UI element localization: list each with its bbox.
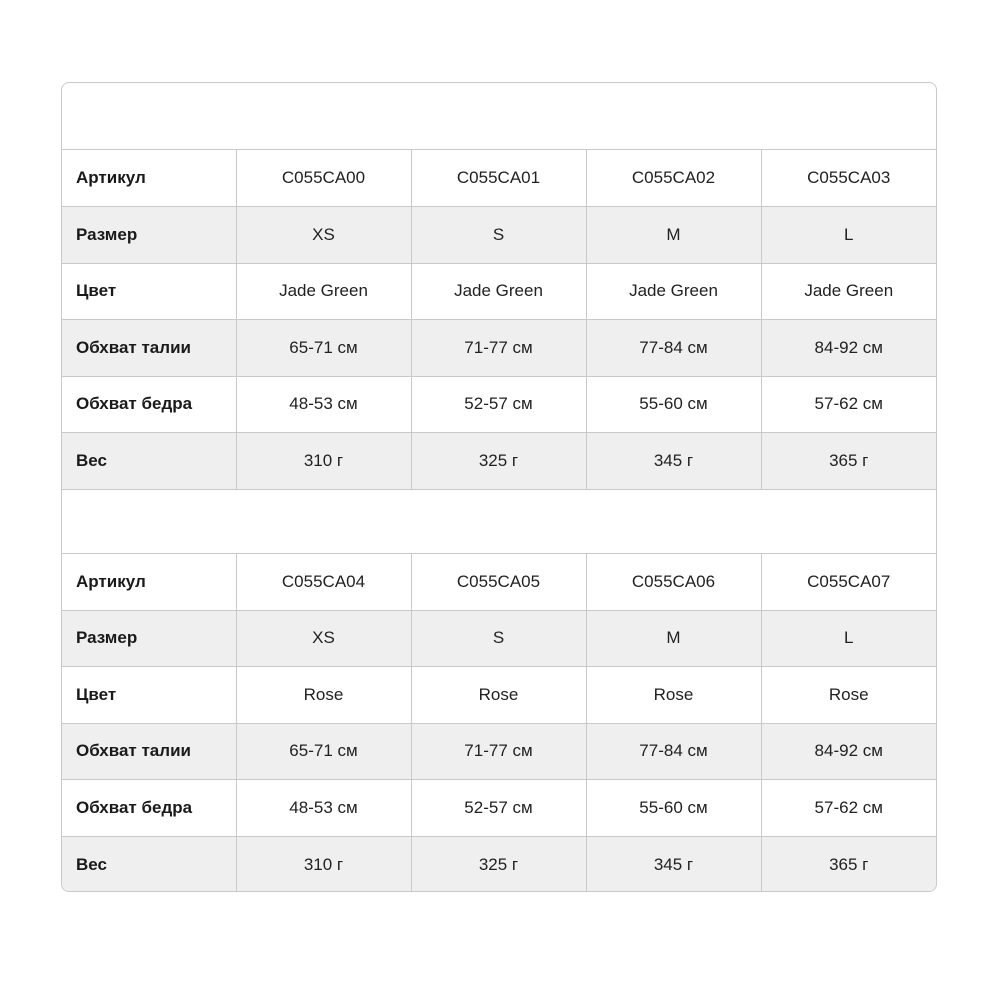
table-cell: C055CA01 <box>411 150 586 207</box>
table-cell: Rose <box>411 667 586 724</box>
table-row-weight <box>62 836 936 892</box>
table-cell: 71-77 см <box>411 320 586 377</box>
table-cell: 325 г <box>411 836 586 892</box>
table-cell: 77-84 см <box>586 723 761 780</box>
row-label: Обхват бедра <box>62 780 236 837</box>
table-cell: M <box>586 610 761 667</box>
table-row-waist <box>62 723 936 780</box>
table-cell: 55-60 см <box>586 376 761 433</box>
table-cell: 77-84 см <box>586 320 761 377</box>
table-cell: 365 г <box>761 836 936 892</box>
table-cell: C055CA07 <box>761 554 936 611</box>
row-label: Размер <box>62 207 236 264</box>
card-header-spacer <box>62 83 936 150</box>
row-label: Цвет <box>62 263 236 320</box>
table-cell: 52-57 см <box>411 780 586 837</box>
row-label: Вес <box>62 836 236 892</box>
table-cell: C055CA06 <box>586 554 761 611</box>
table-row-hip <box>62 376 936 433</box>
table-cell: 310 г <box>236 433 411 490</box>
table-cell: 310 г <box>236 836 411 892</box>
table-cell: 84-92 см <box>761 320 936 377</box>
table-cell: 48-53 см <box>236 780 411 837</box>
row-label: Обхват бедра <box>62 376 236 433</box>
table-row-color <box>62 263 936 320</box>
table-row-color <box>62 667 936 724</box>
table-cell: 55-60 см <box>586 780 761 837</box>
table-cell: S <box>411 610 586 667</box>
table-cell: XS <box>236 207 411 264</box>
table-row-size <box>62 207 936 264</box>
table-cell: 65-71 см <box>236 320 411 377</box>
table-row-weight <box>62 433 936 490</box>
table-cell: C055CA02 <box>586 150 761 207</box>
table-cell: Jade Green <box>586 263 761 320</box>
spec-card <box>61 82 937 892</box>
table-cell: L <box>761 207 936 264</box>
table-cell: 325 г <box>411 433 586 490</box>
table-cell: Jade Green <box>761 263 936 320</box>
table-row-article <box>62 150 936 207</box>
table-separator-spacer <box>62 490 936 554</box>
row-label: Артикул <box>62 150 236 207</box>
table-cell: 57-62 см <box>761 376 936 433</box>
table-cell: Jade Green <box>236 263 411 320</box>
table-cell: 71-77 см <box>411 723 586 780</box>
row-label: Цвет <box>62 667 236 724</box>
row-label: Артикул <box>62 554 236 611</box>
table-cell: 345 г <box>586 836 761 892</box>
table-row-waist <box>62 320 936 377</box>
table-cell: Jade Green <box>411 263 586 320</box>
table-cell: 345 г <box>586 433 761 490</box>
table-cell: XS <box>236 610 411 667</box>
table-row-article <box>62 554 936 611</box>
row-label: Обхват талии <box>62 320 236 377</box>
table-cell: 57-62 см <box>761 780 936 837</box>
table-cell: 65-71 см <box>236 723 411 780</box>
row-label: Размер <box>62 610 236 667</box>
table-cell: S <box>411 207 586 264</box>
table-cell: C055CA00 <box>236 150 411 207</box>
table-cell: 48-53 см <box>236 376 411 433</box>
table-cell: Rose <box>586 667 761 724</box>
table-cell: L <box>761 610 936 667</box>
table-cell: Rose <box>236 667 411 724</box>
table-cell: 365 г <box>761 433 936 490</box>
table-cell: C055CA04 <box>236 554 411 611</box>
table-cell: M <box>586 207 761 264</box>
table-cell: Rose <box>761 667 936 724</box>
table-cell: C055CA03 <box>761 150 936 207</box>
table-cell: 52-57 см <box>411 376 586 433</box>
table-cell: 84-92 см <box>761 723 936 780</box>
spec-table-jade-green <box>62 150 936 490</box>
table-cell: C055CA05 <box>411 554 586 611</box>
row-label: Обхват талии <box>62 723 236 780</box>
row-label: Вес <box>62 433 236 490</box>
table-row-hip <box>62 780 936 837</box>
table-row-size <box>62 610 936 667</box>
spec-table-rose <box>62 554 936 893</box>
